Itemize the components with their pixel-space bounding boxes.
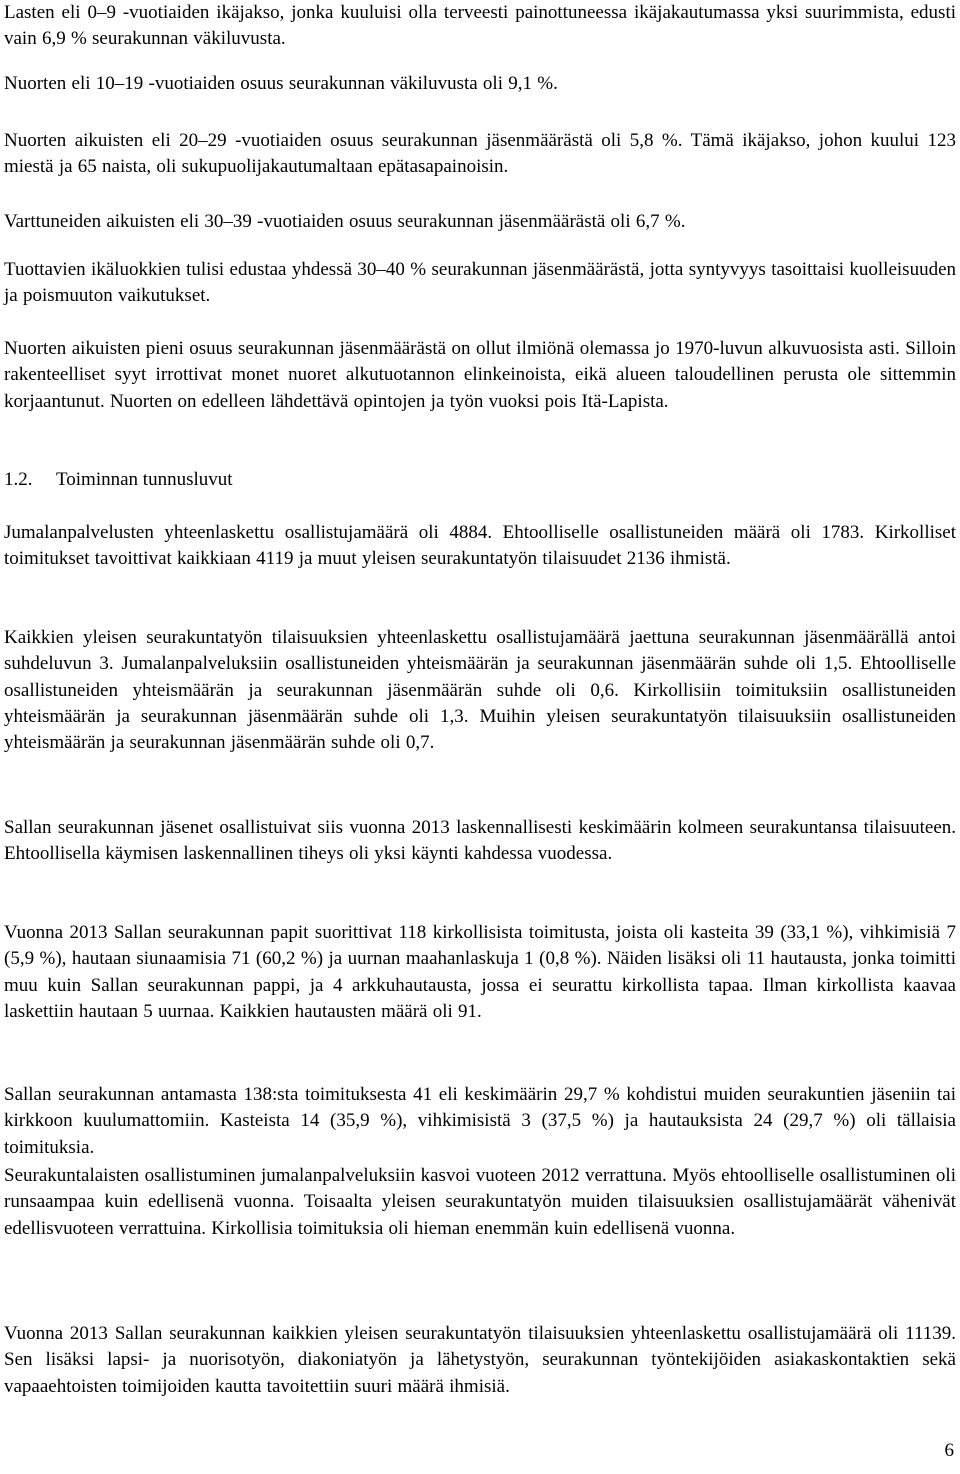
page-number: 6 — [944, 1440, 954, 1461]
paragraph-children-age-group: Lasten eli 0–9 -vuotiaiden ikäjakso, jonka kuuluisi olla terveesti painottuneessa ikäjakautumassa yksi suurimmista, edusti vain 6,9 % seurakunnan väkiluvusta. — [4, 2, 956, 50]
section-number: 1.2. — [4, 469, 33, 490]
paragraph-attendance-trends: Seurakuntalaisten osallistuminen jumalanpalveluksiin kasvoi vuoteen 2012 verrattuna. Myös ehtoolliselle osallistuminen oli runsaampaa kuin edellisenä vuonna. Toisaalta yleisen seurakuntatyön muiden tilaisuuksien osallistujamäärät vähenivät edellisvuoteen verrattuina. Kirkollisia toimituksia oli hieman enemmän kuin edellisenä vuonna. — [4, 1165, 956, 1239]
paragraph-young-adults-share: Nuorten aikuisten pieni osuus seurakunnan jäsenmäärästä on ollut ilmiönä olemassa jo 1970-luvun alkuvuosista asti. Silloin rakenteelliset syyt irrottivat monet nuoret alkutuotannon elinkeinoista, eikä alueen taloudellinen perusta ole sittemmin korjaantunut. Nuorten on edelleen lähdettävä opintojen ja työn vuoksi pois Itä-Lapista. — [4, 338, 956, 412]
paragraph-young-adults: Nuorten aikuisten eli 20–29 -vuotiaiden osuus seurakunnan jäsenmäärästä oli 5,8 %. Tämä ikäjakso, johon kuului 123 miestä ja 65 naista, oli sukupuolijakautumaltaan epätasapainoisin. — [4, 130, 956, 178]
paragraph-worship-attendance: Jumalanpalvelusten yhteenlaskettu osallistujamäärä oli 4884. Ehtoolliselle osallistuneiden määrä oli 1783. Kirkolliset toimitukset tavoittivat kaikkiaan 4119 ja muut yleisen seurakuntatyön tilaisuudet 2136 ihmistä. — [4, 522, 956, 570]
paragraph-attendance-ratios: Kaikkien yleisen seurakuntatyön tilaisuuksien yhteenlaskettu osallistujamäärä jaettuna seurakunnan jäsenmäärällä antoi suhdeluvun 3. Jumalanpalveluksiin osallistuneiden yhteismäärän ja seurakunnan jäsenmäärän suhde oli 1,5. Ehtoolliselle osallistuneiden yhteismäärän ja seurakunnan jäsenmäärän suhde oli 0,6. Kirkollisiin toimituksiin osallistuneiden yhteismäärän ja seurakunnan jäsenmäärän suhde oli 1,3. Muihin yleisen seurakuntatyön tilaisuuksiin osallistuneiden yhteismäärän ja seurakunnan jäsenmäärän suhde oli 0,7. — [4, 627, 956, 754]
paragraph-ceremonies-other-members: Sallan seurakunnan antamasta 138:sta toimituksesta 41 eli keskimäärin 29,7 % kohdistui muiden seurakuntien jäseniin tai kirkkoon kuulumattomiin. Kasteista 14 (35,9 %), vihkimisistä 3 (37,5 %) ja hautauksista 24 (29,7 %) oli tällaisia toimituksia. — [4, 1084, 956, 1158]
section-title: Toiminnan tunnusluvut — [56, 469, 233, 490]
paragraph-productive-age-groups: Tuottavien ikäluokkien tulisi edustaa yhdessä 30–40 % seurakunnan jäsenmäärästä, jotta syntyvyys tasoittaisi kuolleisuuden ja poismuuton vaikutukset. — [4, 259, 956, 307]
paragraph-youth-age-group: Nuorten eli 10–19 -vuotiaiden osuus seurakunnan väkiluvusta oli 9,1 %. — [4, 73, 558, 94]
paragraph-mature-adults: Varttuneiden aikuisten eli 30–39 -vuotiaiden osuus seurakunnan jäsenmäärästä oli 6,7 %. — [4, 211, 686, 232]
paragraph-member-participation: Sallan seurakunnan jäsenet osallistuivat siis vuonna 2013 laskennallisesti keskimäärin kolmeen seurakuntansa tilaisuuteen. Ehtoollisella käymisen laskennallinen tiheys oli yksi käynti kahdessa vuodessa. — [4, 817, 956, 865]
paragraph-total-attendance: Vuonna 2013 Sallan seurakunnan kaikkien yleisen seurakuntatyön tilaisuuksien yhteenlaskettu osallistujamäärä oli 11139. Sen lisäksi lapsi- ja nuorisotyön, diakoniatyön ja lähetystyön, seurakunnan työntekijöiden asiakaskontaktien sekä vapaaehtoisten toimijoiden kautta tavoitettiin suuri määrä ihmisiä. — [4, 1323, 956, 1397]
paragraph-church-ceremonies: Vuonna 2013 Sallan seurakunnan papit suorittivat 118 kirkollisista toimitusta, joista oli kasteita 39 (33,1 %), vihkimisiä 7 (5,9 %), hautaan siunaamisia 71 (60,2 %) ja uurnan maahanlaskuja 1 (0,8 %). Näiden lisäksi oli 11 hautausta, jonka toimitti muu kuin Sallan seurakunnan pappi, ja 4 arkkuhautausta, jossa ei seurattu kirkollista tapaa. Ilman kirkollista kaavaa laskettiin hautaan 5 uurnaa. Kaikkien hautausten määrä oli 91. — [4, 922, 956, 1022]
section-heading — [4, 467, 956, 493]
